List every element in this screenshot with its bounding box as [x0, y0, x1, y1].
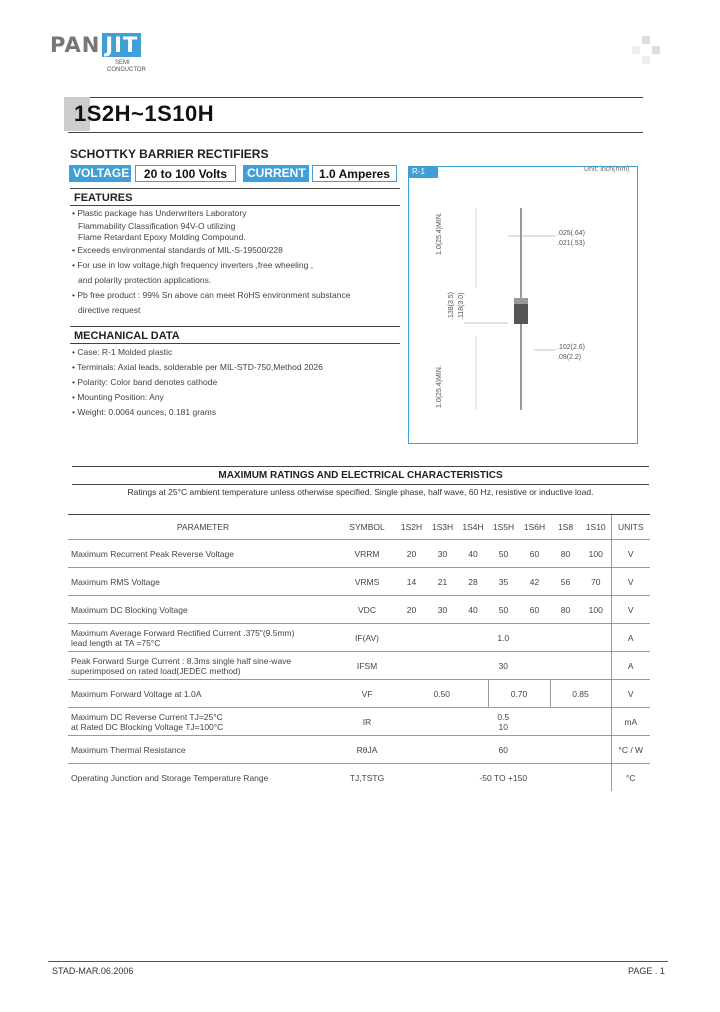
cell-value: 21 — [427, 568, 458, 596]
header-symbol: SYMBOL — [338, 515, 396, 540]
mechanical-title: MECHANICAL DATA — [70, 326, 400, 344]
dim-lead-len-top: 1.0(25.4)MIN. — [436, 212, 443, 255]
param-line: Maximum Average Forward Rectified Current .375"(9.5mm) — [71, 627, 295, 638]
table-header-row — [68, 515, 650, 540]
cell-value — [396, 708, 611, 736]
table-row — [68, 540, 650, 568]
cell-value: 40 — [458, 596, 488, 624]
cell-symbol: VDC — [338, 596, 396, 624]
list-item: • Polarity: Color band denotes cathode — [72, 377, 218, 387]
cell-unit: °C / W — [611, 736, 650, 764]
voltage-label: VOLTAGE — [69, 165, 131, 182]
dim-body-len-2: .118(3.0) — [458, 292, 465, 320]
cell-value: 100 — [581, 596, 611, 624]
cell-value: 60 — [519, 540, 550, 568]
logo-sub-1: SEMI — [115, 60, 130, 66]
header-part: 1S10 — [581, 515, 611, 540]
package-name: R-1 — [408, 166, 438, 178]
cell-param: Operating Junction and Storage Temperature Range — [68, 764, 338, 792]
list-item: • Mounting Position: Any — [72, 392, 164, 402]
value-line: 0.5 — [497, 711, 510, 722]
cell-value: -50 TO +150 — [396, 764, 611, 792]
cell-value: 28 — [458, 568, 488, 596]
cell-value: 60 — [396, 736, 611, 764]
header-part: 1S6H — [519, 515, 550, 540]
cell-unit: A — [611, 624, 650, 652]
param-line: at Rated DC Blocking Voltage TJ=100°C — [71, 721, 224, 732]
cell-value: 1.0 — [396, 624, 611, 652]
logo-sub-2: CONDUCTOR — [107, 67, 146, 73]
cell-param: Maximum Recurrent Peak Reverse Voltage — [68, 540, 338, 568]
list-item: • Terminals: Axial leads, solderable per MIL-STD-750,Method 2026 — [72, 362, 323, 372]
cell-unit: V — [611, 540, 650, 568]
ratings-note: Ratings at 25°C ambient temperature unless otherwise specified. Single phase, half wave, 60 Hz, resistive or inductive load. — [127, 487, 594, 497]
cell-value: 42 — [519, 568, 550, 596]
cell-value: 30 — [427, 540, 458, 568]
cell-value: 30 — [396, 652, 611, 680]
cell-symbol: IF(AV) — [338, 624, 396, 652]
table-row — [68, 568, 650, 596]
cell-value: 0.85 — [550, 680, 611, 708]
cell-value: 70 — [581, 568, 611, 596]
cell-value: 50 — [488, 540, 519, 568]
dim-body-dia-2: .09(2.2) — [557, 354, 582, 361]
cell-param — [68, 652, 338, 680]
ratings-table — [68, 514, 650, 791]
cell-symbol: VRMS — [338, 568, 396, 596]
cell-unit: V — [611, 680, 650, 708]
dim-body-dia: .102(2.6) — [557, 344, 586, 351]
list-item: • Case: R-1 Molded plastic — [72, 347, 173, 357]
cell-symbol: VF — [338, 680, 396, 708]
list-item: • For use in low voltage,high frequency inverters ,free wheeling , — [72, 260, 314, 270]
cell-symbol: TJ,TSTG — [338, 764, 396, 792]
cell-unit: V — [611, 568, 650, 596]
logo-subtext — [107, 60, 146, 74]
param-line: Peak Forward Surge Current : 8.3ms single half sine-wave — [71, 655, 292, 666]
cell-unit: °C — [611, 764, 650, 792]
features-title: FEATURES — [70, 188, 400, 206]
cell-symbol: IFSM — [338, 652, 396, 680]
cell-param — [68, 624, 338, 652]
cell-param: Maximum Forward Voltage at 1.0A — [68, 680, 338, 708]
table-row — [68, 624, 650, 652]
dim-lead-dia-2: .021(.53) — [557, 240, 586, 247]
list-item: • Weight: 0.0064 ounces, 0.181 grams — [72, 407, 217, 417]
package-units: Unit: inch(mm) — [584, 166, 630, 173]
table-row — [68, 764, 650, 792]
list-item: Flame Retardant Epoxy Molding Compound. — [78, 232, 246, 242]
param-line: Maximum DC Reverse Current TJ=25°C — [71, 711, 223, 722]
footer-date: STAD-MAR.06.2006 — [52, 966, 134, 976]
cell-symbol: IR — [338, 708, 396, 736]
cell-value: 50 — [488, 596, 519, 624]
logo-pan: PAN — [50, 33, 101, 57]
header-part: 1S4H — [458, 515, 488, 540]
header-part: 1S8 — [550, 515, 581, 540]
dim-lead-dia: .025(.64) — [557, 230, 586, 237]
cell-unit: mA — [611, 708, 650, 736]
list-item: directive request — [78, 305, 141, 315]
cell-param — [68, 708, 338, 736]
cell-value: 60 — [519, 596, 550, 624]
cell-value: 20 — [396, 596, 427, 624]
cell-param: Maximum Thermal Resistance — [68, 736, 338, 764]
ratings-title: MAXIMUM RATINGS AND ELECTRICAL CHARACTERISTICS — [72, 466, 649, 485]
cell-symbol: RθJA — [338, 736, 396, 764]
table-row — [68, 736, 650, 764]
list-item: • Pb free product : 99% Sn above can meet RoHS environment substance — [72, 290, 351, 300]
features-list — [72, 206, 350, 318]
current-label: CURRENT — [243, 165, 309, 182]
value-line: 10 — [498, 721, 508, 732]
mechanical-list — [72, 345, 323, 420]
dim-body-len: .138(3.5) — [448, 291, 455, 320]
footer-page: PAGE . 1 — [628, 966, 665, 976]
list-item: • Exceeds environmental standards of MIL-S-19500/228 — [72, 245, 283, 255]
table-row — [68, 596, 650, 624]
device-subtitle: SCHOTTKY BARRIER RECTIFIERS — [70, 147, 269, 161]
cell-value: 14 — [396, 568, 427, 596]
header-part: 1S5H — [488, 515, 519, 540]
header-part: 1S2H — [396, 515, 427, 540]
cell-value: 80 — [550, 596, 581, 624]
cell-value: 35 — [488, 568, 519, 596]
header-parameter: PARAMETER — [68, 515, 338, 540]
list-item: Flammability Classification 94V-O utilizing — [78, 221, 236, 231]
part-number: 1S2H~1S10H — [74, 101, 215, 126]
cell-value: 56 — [550, 568, 581, 596]
cell-value: 100 — [581, 540, 611, 568]
header-part: 1S3H — [427, 515, 458, 540]
cell-symbol: VRRM — [338, 540, 396, 568]
list-item: • Plastic package has Underwriters Laboratory — [72, 208, 247, 218]
brand-logo — [50, 33, 141, 57]
header-units: UNITS — [611, 515, 650, 540]
cell-value: 0.70 — [488, 680, 550, 708]
cell-value: 40 — [458, 540, 488, 568]
cell-value: 80 — [550, 540, 581, 568]
cell-unit: V — [611, 596, 650, 624]
cell-unit: A — [611, 652, 650, 680]
footer-divider — [48, 961, 668, 962]
logo-jit: JIT — [102, 33, 141, 57]
voltage-value: 20 to 100 Volts — [135, 165, 236, 182]
param-line: superimposed on rated load(JEDEC method) — [71, 665, 241, 676]
cell-value: 0.50 — [396, 680, 488, 708]
cell-value: 20 — [396, 540, 427, 568]
decorative-squares-icon — [632, 36, 662, 66]
list-item: and polarity protection applications. — [78, 275, 212, 285]
cathode-band — [514, 298, 528, 304]
cell-param: Maximum RMS Voltage — [68, 568, 338, 596]
table-row — [68, 680, 650, 708]
table-row — [68, 652, 650, 680]
cell-value: 30 — [427, 596, 458, 624]
dim-lead-len-bottom: 1.0(25.4)MIN. — [436, 365, 443, 408]
param-line: lead length at TA =75°C — [71, 637, 161, 648]
cell-param: Maximum DC Blocking Voltage — [68, 596, 338, 624]
current-value: 1.0 Amperes — [312, 165, 397, 182]
table-row — [68, 708, 650, 736]
